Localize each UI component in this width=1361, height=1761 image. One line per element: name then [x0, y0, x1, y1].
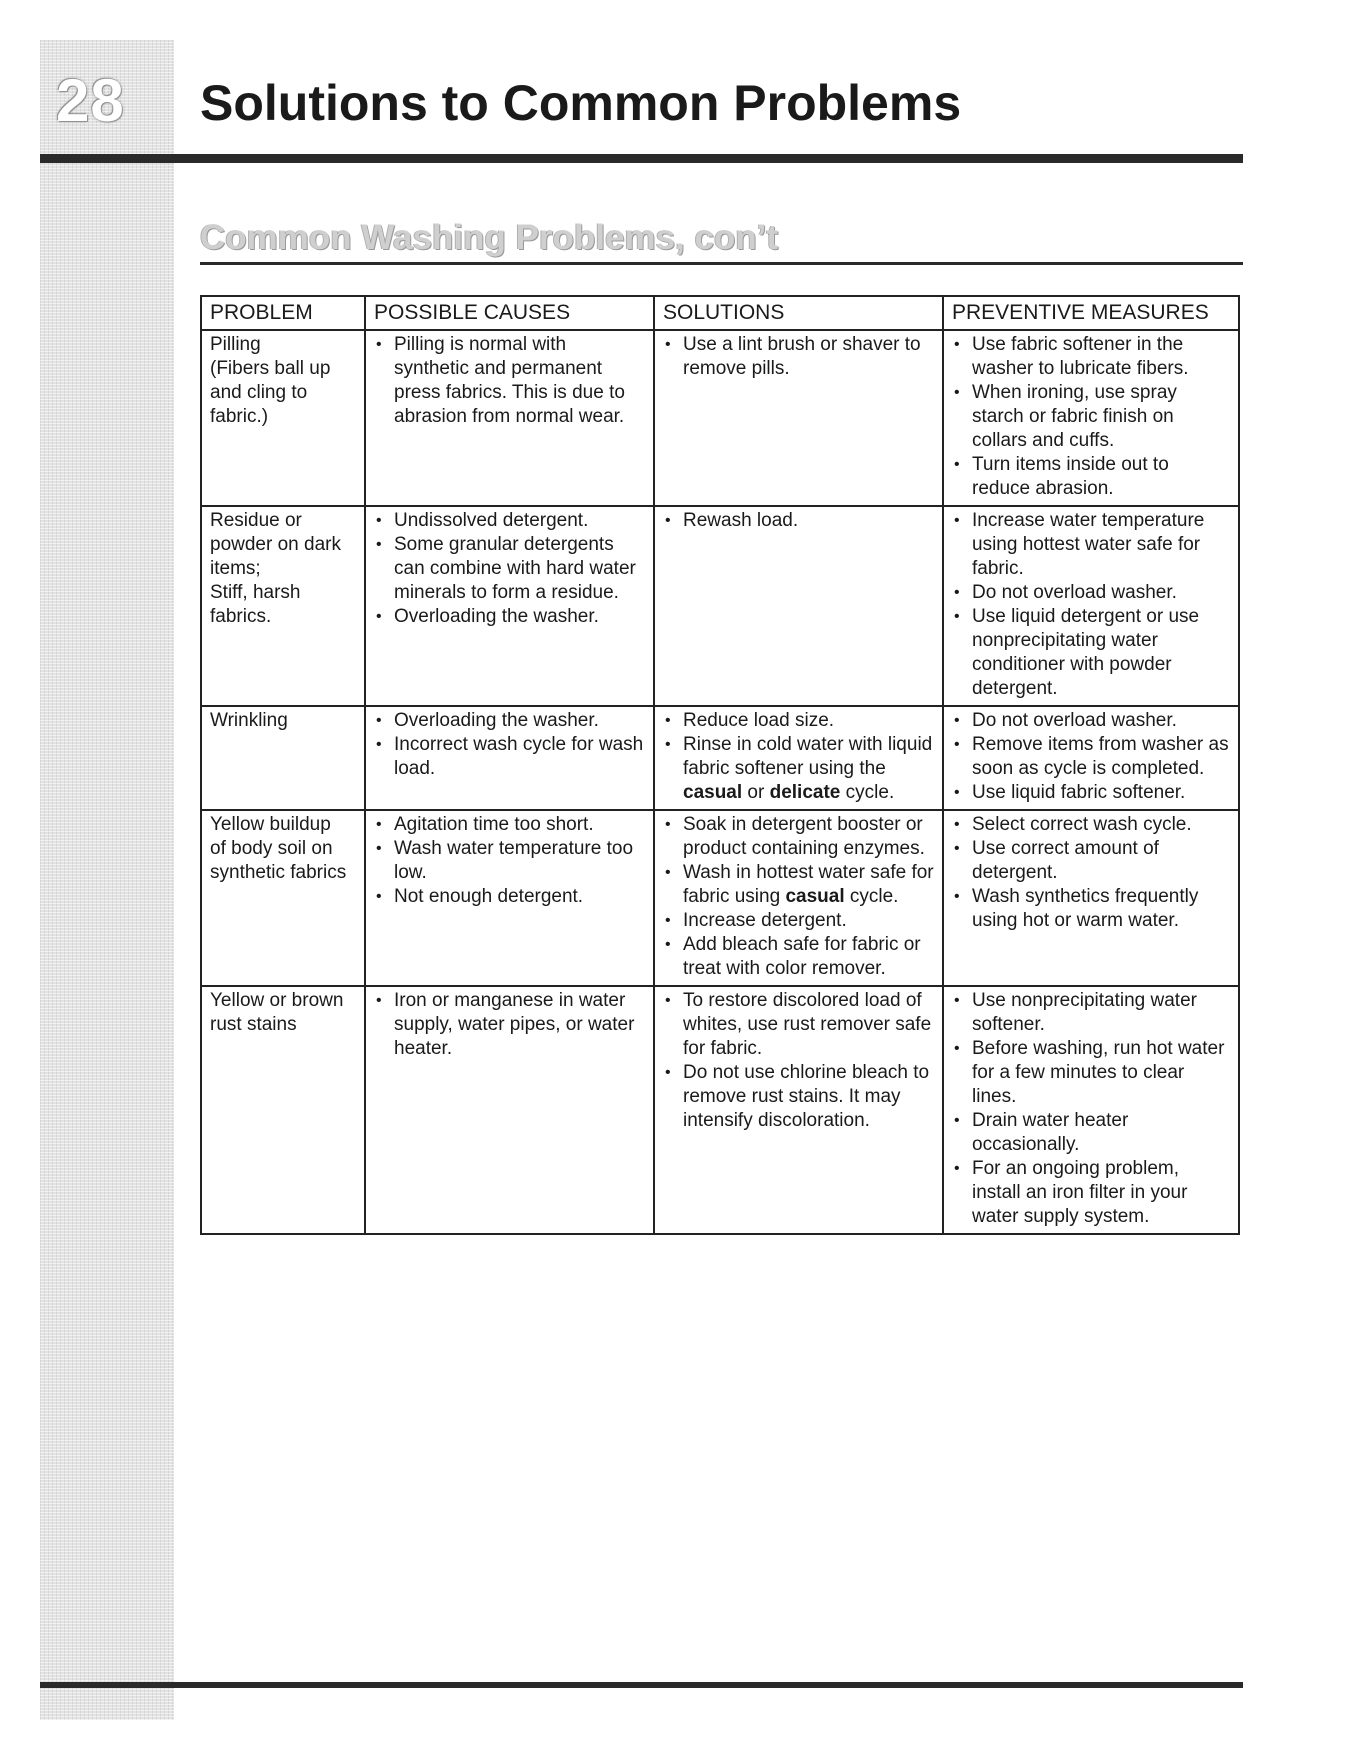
- preventive-item: • Select correct wash cycle.: [952, 813, 1230, 837]
- solution-item: [663, 733, 934, 805]
- problem-line: fabrics.: [210, 606, 272, 627]
- title-divider: [40, 154, 1243, 163]
- preventive-cell: [943, 506, 1239, 706]
- preventive-item: • Wash synthetics frequently using hot or warm water.: [952, 885, 1230, 933]
- cause-item: • Some granular detergents can combine with hard water minerals to form a residue.: [374, 533, 645, 605]
- bullet-list: [663, 509, 934, 533]
- bullet-list: [952, 813, 1230, 933]
- solutions-cell: [654, 506, 943, 706]
- causes-cell: [365, 706, 654, 810]
- solution-item: • Do not use chlorine bleach to remove rust stains. It may intensify discoloration.: [663, 1061, 934, 1133]
- text-segment: Rinse in cold water with liquid fabric softener using the: [683, 734, 933, 779]
- text-segment: or: [742, 782, 770, 803]
- cause-item: • Undissolved detergent.: [374, 509, 645, 533]
- solutions-cell: [654, 986, 943, 1234]
- preventive-item: • Do not overload washer.: [952, 581, 1230, 605]
- preventive-cell: [943, 810, 1239, 986]
- bullet-list: [663, 709, 934, 805]
- table-row: [201, 706, 1239, 810]
- solution-item: • Use a lint brush or shaver to remove pills.: [663, 333, 934, 381]
- preventive-cell: [943, 986, 1239, 1234]
- cause-item: • Not enough detergent.: [374, 885, 645, 909]
- bullet-list: [374, 333, 645, 429]
- cause-item: • Iron or manganese in water supply, water pipes, or water heater.: [374, 989, 645, 1061]
- preventive-item: • Increase water temperature using hottest water safe for fabric.: [952, 509, 1230, 581]
- problem-line: fabric.): [210, 406, 269, 427]
- problem-cell: [201, 706, 365, 810]
- cause-item: • Overloading the washer.: [374, 605, 645, 629]
- solution-item: • Add bleach safe for fabric or treat with color remover.: [663, 933, 934, 981]
- solution-item: • Reduce load size.: [663, 709, 934, 733]
- preventive-item: • When ironing, use spray starch or fabric finish on collars and cuffs.: [952, 381, 1230, 453]
- causes-cell: [365, 986, 654, 1234]
- problem-line: (Fibers ball up: [210, 358, 331, 379]
- problem-line: Yellow buildup: [210, 814, 331, 835]
- preventive-item: • Use fabric softener in the washer to lubricate fibers.: [952, 333, 1230, 381]
- preventive-cell: [943, 330, 1239, 506]
- header-solutions: SOLUTIONS: [654, 296, 943, 330]
- header-problem: PROBLEM: [201, 296, 365, 330]
- preventive-item: • Use liquid detergent or use nonprecipitating water conditioner with powder detergent.: [952, 605, 1230, 701]
- problem-cell: [201, 506, 365, 706]
- causes-cell: [365, 506, 654, 706]
- bullet-list: [374, 709, 645, 781]
- cause-item: • Overloading the washer.: [374, 709, 645, 733]
- solution-item: • To restore discolored load of whites, use rust remover safe for fabric.: [663, 989, 934, 1061]
- problem-line: items;: [210, 558, 261, 579]
- problem-cell: [201, 986, 365, 1234]
- problems-table: [200, 295, 1240, 1235]
- preventive-item: • Before washing, run hot water for a few minutes to clear lines.: [952, 1037, 1230, 1109]
- solution-item: • Soak in detergent booster or product containing enzymes.: [663, 813, 934, 861]
- cause-item: • Pilling is normal with synthetic and permanent press fabrics. This is due to abrasion from normal wear.: [374, 333, 645, 429]
- bullet-list: [374, 509, 645, 629]
- table-row: [201, 330, 1239, 506]
- preventive-item: • Use correct amount of detergent.: [952, 837, 1230, 885]
- bullet-list: [374, 813, 645, 909]
- text-segment: Wash in hottest water safe for fabric using: [683, 862, 934, 907]
- section-divider: [200, 262, 1243, 265]
- bullet-list: [952, 709, 1230, 805]
- bullet-list: [952, 333, 1230, 501]
- problem-cell: [201, 810, 365, 986]
- table-row: [201, 506, 1239, 706]
- solution-item: • Rewash load.: [663, 509, 934, 533]
- problem-line: synthetic fabrics: [210, 862, 347, 883]
- solutions-cell: [654, 810, 943, 986]
- page-side-strip: [40, 40, 174, 1720]
- text-segment: cycle.: [840, 782, 895, 803]
- page-number: 28: [56, 67, 125, 134]
- footer-divider: [40, 1682, 1243, 1688]
- preventive-cell: [943, 706, 1239, 810]
- page-title: Solutions to Common Problems: [200, 75, 962, 131]
- causes-cell: [365, 810, 654, 986]
- preventive-item: • Drain water heater occasionally.: [952, 1109, 1230, 1157]
- problem-line: and cling to: [210, 382, 308, 403]
- bullet-list: [663, 989, 934, 1133]
- causes-cell: [365, 330, 654, 506]
- bullet-list: [663, 813, 934, 981]
- cycle-name: casual: [785, 886, 845, 907]
- cycle-name: delicate: [769, 782, 841, 803]
- preventive-item: • Do not overload washer.: [952, 709, 1230, 733]
- bullet-list: [374, 989, 645, 1061]
- problem-cell: [201, 330, 365, 506]
- cause-item: • Wash water temperature too low.: [374, 837, 645, 885]
- cause-item: • Agitation time too short.: [374, 813, 645, 837]
- header-preventive-measures: PREVENTIVE MEASURES: [943, 296, 1239, 330]
- problem-line: rust stains: [210, 1014, 297, 1035]
- problems-table-body: [201, 330, 1239, 1234]
- problem-line: Stiff, harsh: [210, 582, 301, 603]
- problem-line: Yellow or brown: [210, 990, 344, 1011]
- solution-item: • Increase detergent.: [663, 909, 934, 933]
- bullet-list: [952, 989, 1230, 1229]
- header-possible-causes: POSSIBLE CAUSES: [365, 296, 654, 330]
- cycle-name: casual: [683, 782, 743, 803]
- table-row: [201, 810, 1239, 986]
- cause-item: • Incorrect wash cycle for wash load.: [374, 733, 645, 781]
- preventive-item: • Use nonprecipitating water softener.: [952, 989, 1230, 1037]
- solution-item: [663, 861, 934, 909]
- text-segment: cycle.: [844, 886, 899, 907]
- problem-line: powder on dark: [210, 534, 341, 555]
- table-row: [201, 986, 1239, 1234]
- problem-line: of body soil on: [210, 838, 333, 859]
- preventive-item: • Turn items inside out to reduce abrasion.: [952, 453, 1230, 501]
- preventive-item: • For an ongoing problem, install an iron filter in your water supply system.: [952, 1157, 1230, 1229]
- table-header-row: [201, 296, 1239, 330]
- solutions-cell: [654, 706, 943, 810]
- preventive-item: • Remove items from washer as soon as cycle is completed.: [952, 733, 1230, 781]
- bullet-list: [952, 509, 1230, 701]
- preventive-item: • Use liquid fabric softener.: [952, 781, 1230, 805]
- solutions-cell: [654, 330, 943, 506]
- problem-line: Pilling: [210, 334, 261, 355]
- section-title: Common Washing Problems, con’t: [200, 218, 779, 257]
- bullet-list: [663, 333, 934, 381]
- problem-line: Wrinkling: [210, 710, 288, 731]
- problem-line: Residue or: [210, 510, 302, 531]
